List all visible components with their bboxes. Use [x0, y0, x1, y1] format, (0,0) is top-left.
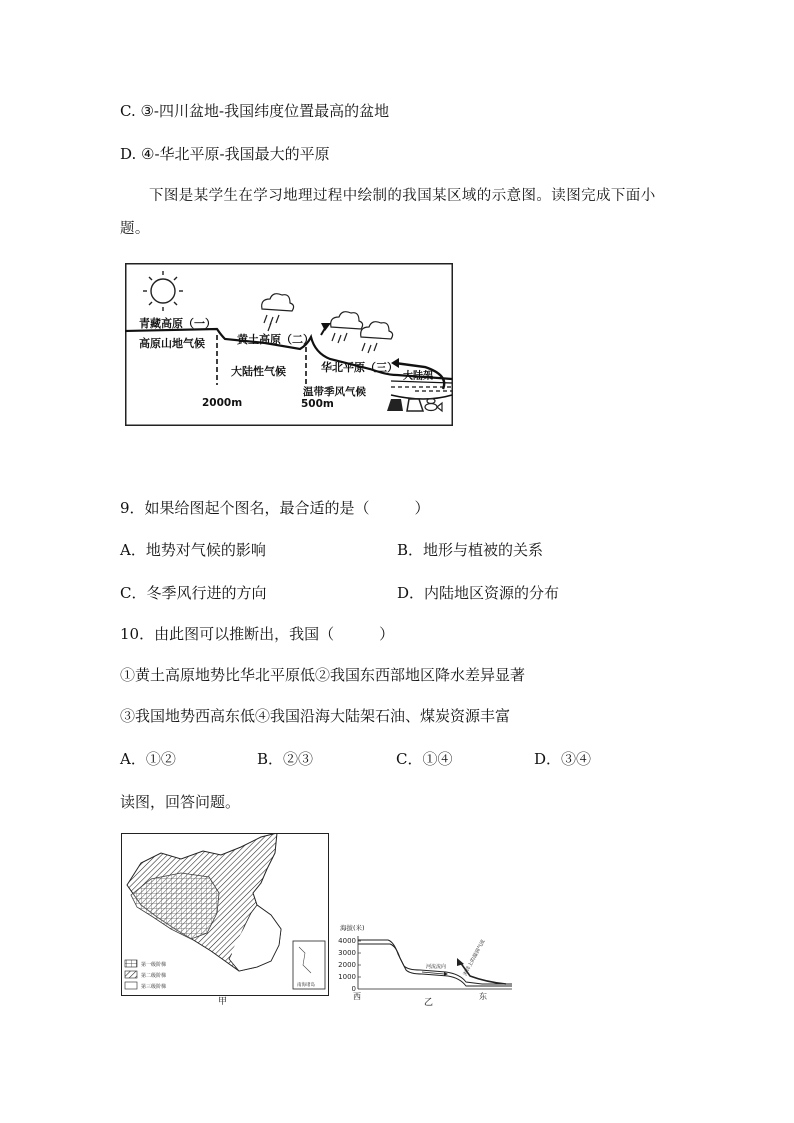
map-legend	[125, 960, 166, 990]
legend-step-3: 第三级阶梯	[141, 984, 167, 990]
label-continental-climate: 大陆性气候	[231, 365, 286, 378]
caption-yi: 乙	[424, 998, 434, 1008]
china-terrain-steps-map	[121, 833, 329, 996]
direction-east: 东	[479, 992, 487, 1001]
q10-option-b: B．②③	[257, 750, 314, 768]
label-alpine-climate: 高原山地气候	[139, 337, 205, 350]
read-instruction: 读图，回答问题。	[120, 793, 241, 811]
legend-step-1: 第一级阶梯	[141, 962, 167, 968]
label-500m: 500m	[301, 398, 334, 410]
airflow-label: 海洋上的湿润气流	[462, 938, 487, 977]
profile-ylabel: 海拔(米)	[340, 924, 365, 932]
caption-jia: 甲	[218, 997, 228, 1007]
q10-option-d: D．③④	[534, 750, 592, 768]
label-huabei: 华北平原（三）	[321, 361, 398, 374]
option-d-prev: D. ④-华北平原-我国最大的平原	[120, 145, 330, 163]
option-c-prev: C. ③-四川盆地-我国纬度位置最高的盆地	[120, 102, 390, 120]
elevation-profile-chart	[336, 922, 516, 1004]
label-shelf: 大陆架	[403, 371, 433, 382]
q9-option-c: C．冬季风行进的方向	[120, 584, 267, 602]
label-loess: 黄土高原（二）	[237, 333, 314, 346]
q10-option-a: A．①②	[120, 750, 176, 768]
label-qinghai: 青藏高原（一）	[139, 317, 216, 330]
q9-option-a: A．地势对气候的影响	[120, 541, 266, 559]
ytick: 2000	[338, 961, 356, 969]
ytick: 3000	[338, 949, 356, 957]
q10-statements-2: ③我国地势西高东低④我国沿海大陆架石油、煤炭资源丰富	[120, 707, 511, 725]
q9-option-b: B．地形与植被的关系	[397, 541, 544, 559]
terrain-climate-figure	[125, 263, 453, 426]
legend-step-2: 第二级阶梯	[141, 973, 167, 979]
q10-statements-1: ①黄土高原地势比华北平原低②我国东西部地区降水差异显著	[120, 666, 526, 684]
q9-option-d: D．内陆地区资源的分布	[397, 584, 560, 602]
river-direction-label: 河流流向	[426, 964, 447, 970]
ytick: 1000	[338, 973, 356, 981]
label-monsoon-climate: 温带季风气候	[303, 386, 366, 398]
direction-west: 西	[353, 992, 361, 1001]
q10-option-c: C．①④	[396, 750, 453, 768]
question-10-stem: 10．由此图可以推断出，我国（ ）	[120, 625, 395, 643]
question-9-stem: 9．如果给图起个图名，最合适的是（ ）	[120, 499, 430, 517]
inset-label: 南海诸岛	[297, 983, 315, 988]
south-sea-inset	[293, 941, 325, 989]
ytick: 0	[351, 985, 356, 993]
river-flow-arrow	[422, 972, 444, 974]
ytick: 4000	[338, 937, 356, 945]
intro-paragraph: 下图是某学生在学习地理过程中绘制的我国某区域的示意图。读图完成下面小题。	[120, 188, 656, 237]
label-2000m: 2000m	[202, 397, 243, 409]
